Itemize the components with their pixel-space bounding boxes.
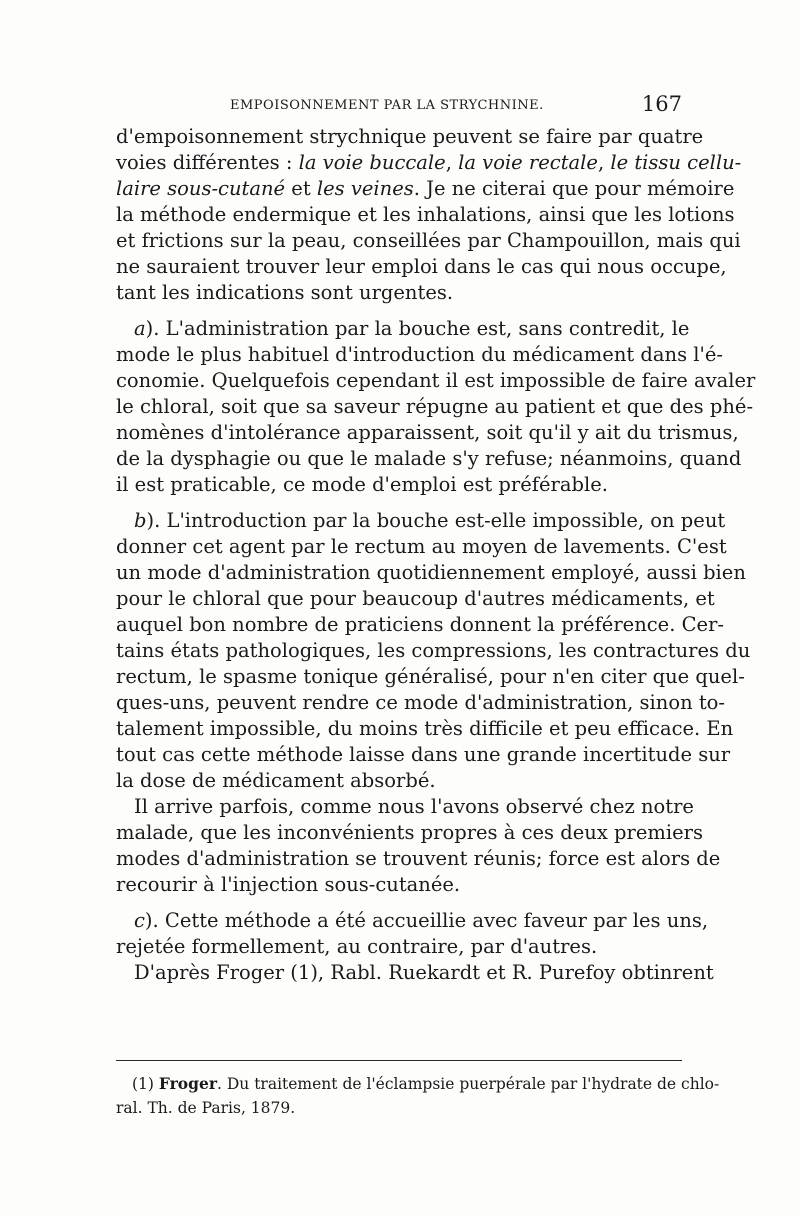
text-run: ). L'administration par la bouche est, sans contredit, le bbox=[145, 317, 690, 340]
section-letter: b bbox=[134, 509, 147, 532]
text-run: voies différentes : bbox=[116, 151, 299, 174]
paragraph-4 bbox=[116, 794, 721, 898]
body-text bbox=[116, 124, 756, 986]
text-line: tant les indications sont urgentes. bbox=[116, 281, 454, 304]
text-line: nomènes d'intolérance apparaissent, soit qu'il y ait du trismus, bbox=[116, 421, 739, 444]
running-head bbox=[116, 92, 682, 122]
text-line: ques-uns, peuvent rendre ce mode d'administration, sinon to- bbox=[116, 691, 726, 714]
section-letter: a bbox=[134, 317, 146, 340]
footnote-marker: (1) bbox=[132, 1075, 159, 1093]
paragraph-2 bbox=[116, 316, 756, 498]
text-line: la méthode endermique et les inhalations, ainsi que les lotions bbox=[116, 203, 735, 226]
text-line: pour le chloral que pour beaucoup d'autres médicaments, et bbox=[116, 587, 715, 610]
text-line: Il arrive parfois, comme nous l'avons observé chez notre bbox=[134, 795, 694, 818]
text-line: un mode d'administration quotidiennement employé, aussi bien bbox=[116, 561, 746, 584]
text-line: tout cas cette méthode laisse dans une grande incertitude sur bbox=[116, 743, 731, 766]
text-line bbox=[116, 176, 735, 202]
text-run: et bbox=[285, 177, 317, 200]
text-line: modes d'administration se trouvent réunis; force est alors de bbox=[116, 847, 721, 870]
text-line: rejetée formellement, au contraire, par d'autres. bbox=[116, 935, 598, 958]
paragraph-gap bbox=[116, 498, 682, 508]
italic-term: le tissu cellu- bbox=[610, 151, 742, 174]
text-line bbox=[116, 908, 709, 934]
text-run: ). Cette méthode a été accueillie avec faveur par les uns, bbox=[144, 909, 709, 932]
text-line: mode le plus habituel d'introduction du médicament dans l'é- bbox=[116, 343, 724, 366]
text-line: il est praticable, ce mode d'emploi est préférable. bbox=[116, 473, 608, 496]
italic-term: la voie buccale bbox=[298, 151, 446, 174]
text-line: d'empoisonnement strychnique peuvent se faire par quatre bbox=[116, 125, 704, 148]
text-line: et frictions sur la peau, conseillées par Champouillon, mais qui bbox=[116, 229, 741, 252]
text-line: donner cet agent par le rectum au moyen de lavements. C'est bbox=[116, 535, 727, 558]
paragraph-5 bbox=[116, 908, 709, 960]
text-line: le chloral, soit que sa saveur répugne au patient et que des phé- bbox=[116, 395, 754, 418]
text-run: ). L'introduction par la bouche est-elle impossible, on peut bbox=[146, 509, 726, 532]
text-line bbox=[116, 508, 726, 534]
running-title: EMPOISONNEMENT PAR LA STRYCHNINE. bbox=[230, 98, 544, 113]
paragraph-3 bbox=[116, 508, 751, 794]
text-line: auquel bon nombre de praticiens donnent la préférence. Cer- bbox=[116, 613, 724, 636]
text-line: de la dysphagie ou que le malade s'y refuse; néanmoins, quand bbox=[116, 447, 742, 470]
text-line: rectum, le spasme tonique généralisé, pour n'en citer que quel- bbox=[116, 665, 745, 688]
italic-term: les veines bbox=[316, 177, 414, 200]
footnote-rule bbox=[116, 1060, 682, 1061]
text-line: la dose de médicament absorbé. bbox=[116, 769, 436, 792]
text-line: ne sauraient trouver leur emploi dans le cas qui nous occupe, bbox=[116, 255, 727, 278]
text-line: talement impossible, du moins très difficile et peu efficace. En bbox=[116, 717, 734, 740]
italic-term: laire sous-cutané bbox=[116, 177, 286, 200]
text-line bbox=[116, 316, 690, 342]
text-line: D'après Froger (1), Rabl. Ruekardt et R. Purefoy obtinrent bbox=[134, 961, 714, 984]
section-letter: c bbox=[134, 909, 145, 932]
footnote-line: ral. Th. de Paris, 1879. bbox=[116, 1099, 296, 1117]
text-run: , bbox=[445, 151, 459, 174]
paragraph-gap bbox=[116, 306, 682, 316]
text-run: . Je ne citerai que pour mémoire bbox=[413, 177, 735, 200]
text-run: , bbox=[597, 151, 611, 174]
paragraph-1 bbox=[116, 124, 742, 306]
text-line: malade, que les inconvénients propres à ces deux premiers bbox=[116, 821, 703, 844]
page-number: 167 bbox=[641, 92, 682, 116]
italic-term: la voie rectale bbox=[458, 151, 598, 174]
footnote-text: . Du traitement de l'éclampsie puerpérale par l'hydrate de chlo- bbox=[217, 1075, 720, 1093]
paragraph-6 bbox=[116, 960, 714, 986]
footnote-author: Froger bbox=[158, 1074, 217, 1093]
footnote-line bbox=[116, 1072, 720, 1096]
text-line: tains états pathologiques, les compressions, les contractures du bbox=[116, 639, 751, 662]
paragraph-gap bbox=[116, 898, 682, 908]
text-line bbox=[116, 150, 742, 176]
footnote bbox=[116, 1072, 720, 1120]
text-line: conomie. Quelquefois cependant il est impossible de faire avaler bbox=[116, 369, 756, 392]
text-line: recourir à l'injection sous-cutanée. bbox=[116, 873, 461, 896]
